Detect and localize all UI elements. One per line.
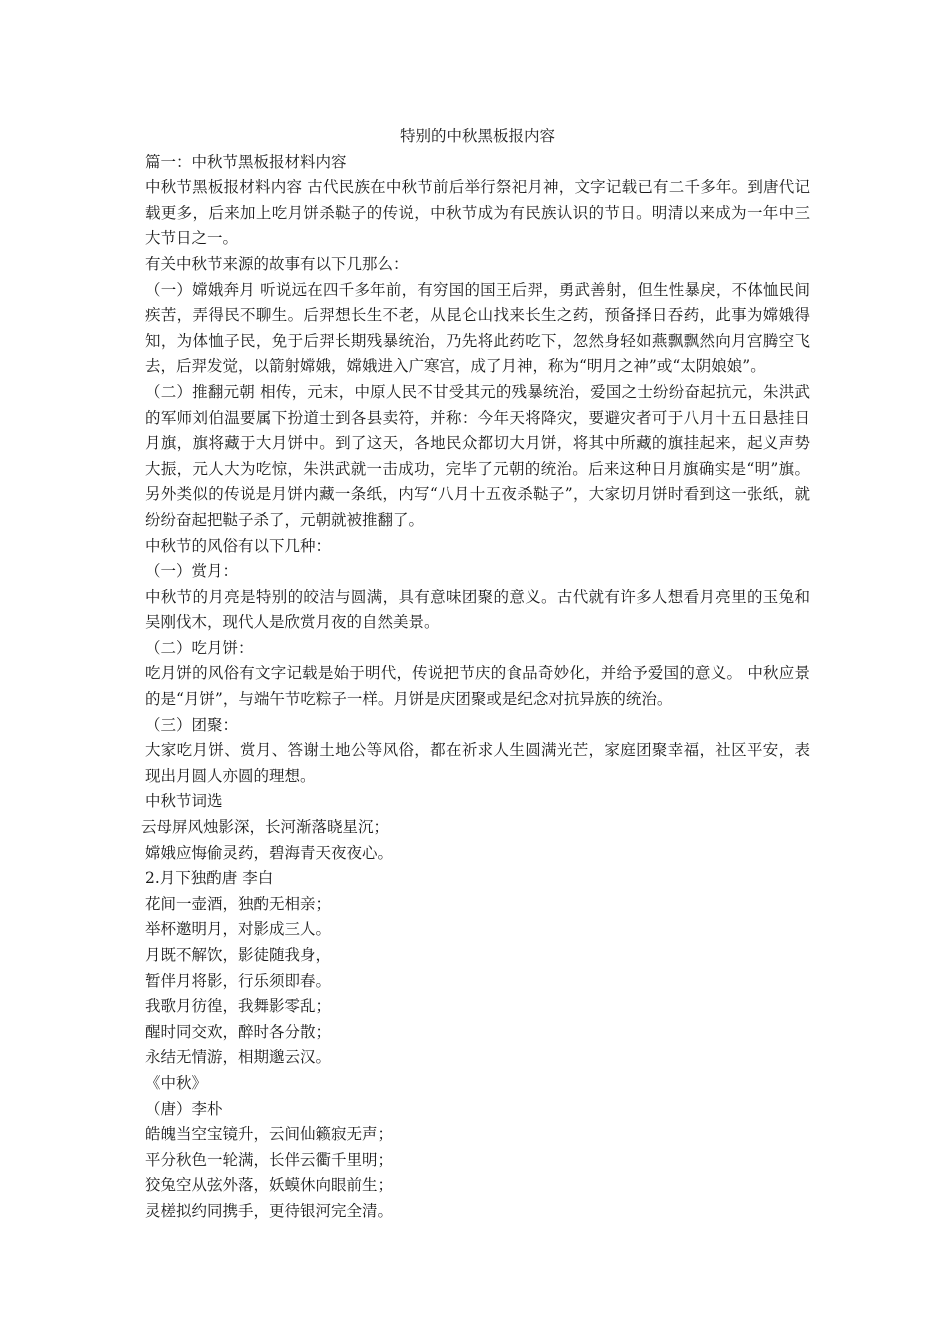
- poem-line: 醒时同交欢，醉时各分散；: [145, 1022, 332, 1041]
- paragraph: （二）推翻元朝 相传，元末，中原人民不甘受其元的残暴统治，爱国之士纷纷奋起抗元，朱洪武的军师刘伯温要属下扮道士到各县卖符，并称：今年天将降灾，要避灾者可于八月十五日悬挂日月旗，旗将藏于大月饼中。到了这天，各地民众都切大月饼，将其中所藏的旗挂起来，起义声势大振，元人大为吃惊，朱洪武就一击成功，完毕了元朝的统治。后来这种日月旗确实是“明”旗。另外类似的传说是月饼内藏一条纸，内写“八月十五夜杀鞑子”，大家切月饼时看到这一张纸，就纷纷奋起把鞑子杀了，元朝就被推翻了。: [145, 382, 810, 529]
- poem-line: 暂伴月将影，行乐须即春。: [145, 971, 332, 990]
- poem-line: 我歌月彷徨，我舞影零乱；: [145, 997, 332, 1016]
- poem-line: 皓魄当空宝镜升，云间仙籁寂无声；: [145, 1125, 394, 1144]
- paragraph: （一）赏月：: [145, 562, 239, 581]
- poem-line: 月既不解饮，影徒随我身，: [145, 946, 332, 964]
- poem-line: 花间一壶酒，独酌无相亲；: [145, 894, 332, 913]
- paragraph: 中秋节词选: [145, 792, 223, 811]
- document-body: [141, 124, 810, 1225]
- paragraph: 篇一：中秋节黑板报材料内容: [145, 152, 347, 171]
- paragraph: 吃月饼的风俗有文字记载是始于明代，传说把节庆的食品奇妙化，并给予爱国的意义。 中秋应景的是“月饼”，与端午节吃粽子一样。月饼是庆团聚或是纪念对抗异族的统治。: [145, 664, 810, 709]
- poem-line: 永结无情游，相期邈云汉。: [145, 1048, 332, 1067]
- paragraph: 有关中秋节来源的故事有以下几那么：: [145, 254, 409, 273]
- paragraph: 中秋节的月亮是特别的皎洁与圆满，具有意味团聚的意义。古代就有许多人想看月亮里的玉兔和吴刚伐木，现代人是欣赏月夜的自然美景。: [145, 587, 810, 632]
- paragraph: 中秋节的风俗有以下几种：: [145, 536, 332, 555]
- document-title: 特别的中秋黑板报内容: [399, 127, 555, 145]
- poem-line: 狡兔空从弦外落，妖蟆休向眼前生；: [145, 1176, 394, 1195]
- poem-line: 嫦娥应悔偷灵药，碧海青天夜夜心。: [145, 843, 394, 862]
- poem-title: 2.月下独酌唐 李白: [145, 869, 274, 888]
- poem-line: 举杯邀明月，对影成三人。: [145, 920, 332, 939]
- poem-title: 《中秋》: [145, 1073, 208, 1092]
- paragraph: （三）团聚：: [145, 715, 239, 734]
- paragraph: （二）吃月饼：: [145, 638, 254, 657]
- poem-line: 灵槎拟约同携手，更待银河完全清。: [145, 1201, 394, 1220]
- paragraph: 中秋节黑板报材料内容 古代民族在中秋节前后举行祭祀月神，文字记载已有二千多年。到唐代记载更多，后来加上吃月饼杀鞑子的传说，中秋节成为有民族认识的节日。明清以来成为一年中三大节日之一。: [145, 178, 810, 248]
- poem-line: 平分秋色一轮满，长伴云衢千里明；: [145, 1150, 394, 1169]
- paragraph: （一）嫦娥奔月 听说远在四千多年前，有穷国的国王后羿，勇武善射，但生性暴戾，不体恤民间疾苦，弄得民不聊生。后羿想长生不老，从昆仑山找来长生之药，预备择日吞药，此事为嫦娥得知，为体恤子民，免于后羿长期残暴统治，乃先将此药吃下，忽然身轻如燕飘飘然向月宫腾空飞去，后羿发觉，以箭射嫦娥，嫦娥进入广寒宫，成了月神，称为“明月之神”或“太阴娘娘”。: [145, 280, 810, 376]
- poem-line: 云母屏风烛影深，长河渐落晓星沉；: [141, 818, 390, 837]
- poem-author: （唐）李朴: [145, 1099, 223, 1118]
- paragraph: 大家吃月饼、赏月、答谢土地公等风俗，都在祈求人生圆满光芒，家庭团聚幸福，社区平安，表现出月圆人亦圆的理想。: [145, 741, 810, 785]
